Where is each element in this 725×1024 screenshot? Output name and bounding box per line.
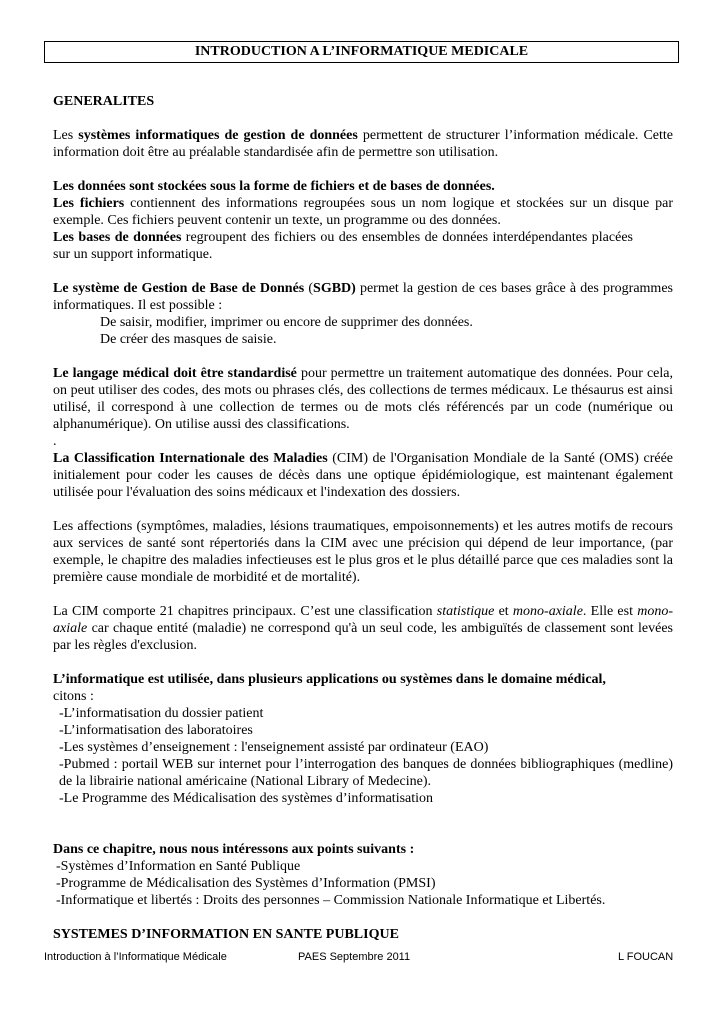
- italic-text: statistique: [436, 604, 495, 619]
- paragraph-cim: [53, 450, 673, 501]
- bold-text: systèmes informatiques de gestion de données: [78, 128, 358, 143]
- bold-text: SGBD): [313, 281, 356, 296]
- bold-text: La Classification Internationale des Maladies: [53, 451, 328, 466]
- text: (CIM) de l'Organisation Mondiale de la Santé (OMS) créée initialement pour coder les causes de décès dans une optique épidémiologique, est maintenant également utilisée pour l'évaluation des soins médicaux et l'indexation des dossiers.: [53, 451, 673, 500]
- paragraph-fichiers: [53, 195, 673, 229]
- section-heading-generalites: GENERALITES: [53, 94, 155, 109]
- paragraph-applications-heading: L’informatique est utilisée, dans plusieurs applications ou systèmes dans le domaine médical,: [53, 672, 606, 687]
- text: La CIM comporte 21 chapitres principaux. C’est une classification: [53, 604, 437, 619]
- footer-right: L FOUCAN: [618, 951, 674, 963]
- list-item: -L’informatisation du dossier patient: [59, 706, 264, 721]
- italic-text: mono-axiale: [512, 604, 583, 619]
- section-heading-systemes: SYSTEMES D’INFORMATION EN SANTE PUBLIQUE: [53, 927, 399, 942]
- text: permettent de structurer l’information médicale. Cette information doit être au préalable standardisée afin de permettre son utilisation.: [53, 128, 673, 160]
- text: regroupent des fichiers ou des ensembles de données interdépendantes placées sur un support informatique.: [53, 230, 633, 262]
- text: . Elle est: [582, 604, 638, 619]
- paragraph-sgbd: [53, 280, 673, 314]
- text: car chaque entité (maladie) ne correspond qu'à un seul code, les ambiguïtés de classement sont levées par les règles d'exclusion.: [53, 621, 673, 653]
- text: pour permettre un traitement automatique des données. Pour cela, on peut utiliser des codes, des mots ou phrases clés, des collections de termes médicaux. Le thésaurus est ainsi utilisé, il correspond à une collection de termes ou de mots clés référencés par un code (numérique ou alphanumérique). On utilise aussi des classifications.: [53, 366, 673, 432]
- list-item: -Informatique et libertés : Droits des personnes – Commission Nationale Informatique et Libertés.: [56, 893, 606, 908]
- text: (: [304, 281, 314, 296]
- list-item: De saisir, modifier, imprimer ou encore de supprimer des données.: [100, 315, 473, 330]
- text: Les: [53, 128, 79, 143]
- list-item: -Les systèmes d’enseignement : l'enseignement assisté par ordinateur (EAO): [59, 740, 489, 755]
- paragraph-affections: Les affections (symptômes, maladies, lésions traumatiques, empoisonnements) et les autres motifs de recours aux services de santé sont répertoriés dans la CIM avec une précision qui dépend de leur importance, (par exemple, le chapitre des maladies infectieuses est le plus gros et le plus détaillé parce que ces maladies sont la première cause mondiale de morbidité et de mortalité).: [53, 519, 673, 585]
- document-body: [53, 93, 673, 943]
- paragraph-langage: [53, 365, 673, 433]
- bold-text: Le système de Gestion de Base de Donnés: [53, 281, 305, 296]
- text: et: [494, 604, 513, 619]
- list-item: -Systèmes d’Information en Santé Publique: [56, 859, 301, 874]
- footer-left: Introduction à l’Informatique Médicale: [44, 951, 227, 963]
- paragraph-bases: [53, 229, 673, 263]
- paragraph-donnees-heading: Les données sont stockées sous la forme de fichiers et de bases de données.: [53, 179, 495, 194]
- list-item: De créer des masques de saisie.: [100, 332, 277, 347]
- text: permet la gestion de ces bases grâce à des programmes informatiques. Il est possible :: [53, 281, 673, 313]
- paragraph-chapitre-heading: Dans ce chapitre, nous nous intéressons aux points suivants :: [53, 842, 415, 857]
- list-item: -Le Programme des Médicalisation des systèmes d’informatisation: [59, 791, 434, 806]
- citons-label: citons :: [53, 689, 94, 704]
- text: contiennent des informations regroupées sous un nom logique et stockées sur un disque par exemple. Ces fichiers peuvent contenir un texte, un programme ou des données.: [53, 196, 673, 228]
- list-item: -Programme de Médicalisation des Systèmes d’Information (PMSI): [56, 876, 436, 891]
- paragraph-systemes: [53, 127, 673, 161]
- page-title: INTRODUCTION A L’INFORMATIQUE MEDICALE: [44, 41, 679, 63]
- paragraph-cim-chapitres: [53, 603, 673, 654]
- list-item: -Pubmed : portail WEB sur internet pour l’interrogation des banques de données bibliographiques (medline) de la librairie national américaine (National Library of Medecine).: [59, 757, 673, 789]
- bold-text: Les bases de données: [53, 230, 182, 245]
- italic-text: mono-axiale: [53, 604, 673, 636]
- footer-center: PAES Septembre 2011: [298, 951, 411, 963]
- bold-text: Le langage médical doit être standardisé: [53, 366, 297, 381]
- list-item: -L’informatisation des laboratoires: [59, 723, 253, 738]
- stray-dot: .: [53, 434, 57, 449]
- bold-text: Les fichiers: [53, 196, 125, 211]
